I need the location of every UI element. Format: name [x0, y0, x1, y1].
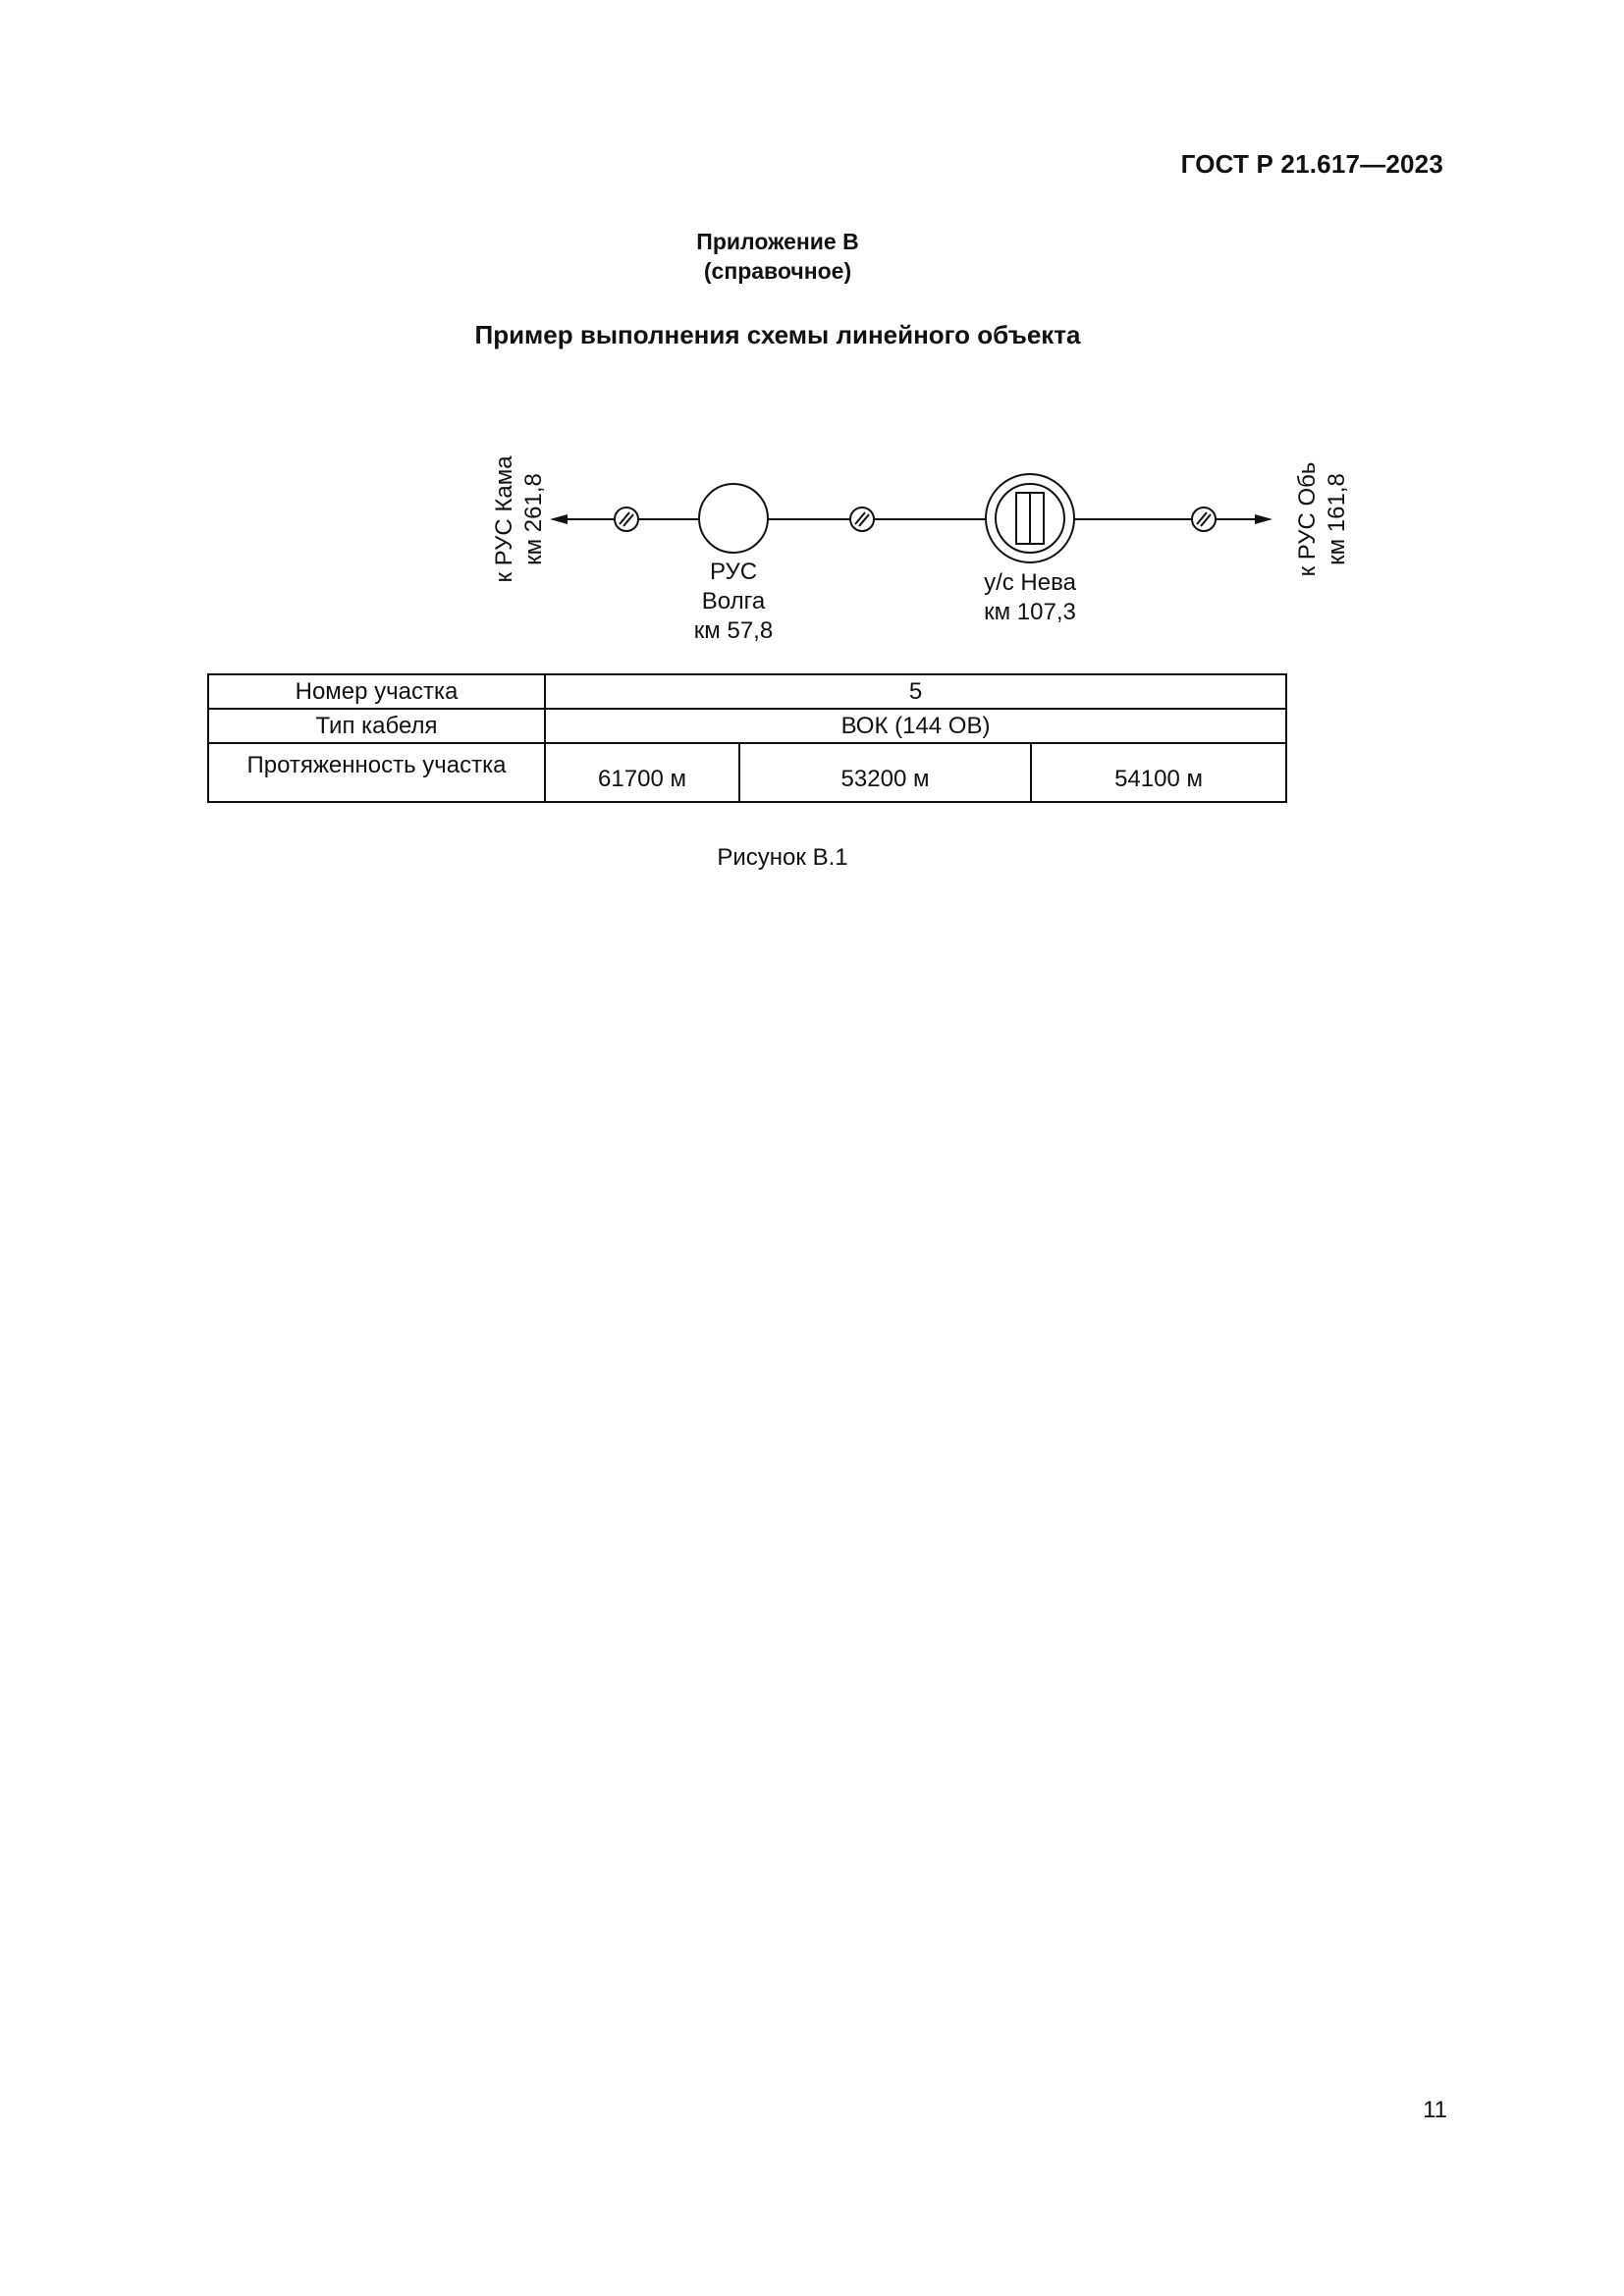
node-volga-label-3: км 57,8: [693, 617, 774, 644]
row-header-cable-type: Тип кабеля: [208, 709, 545, 743]
node-volga-label-1: РУС: [709, 559, 758, 585]
node-volga-icon: [699, 484, 768, 553]
node-neva-label-1: у/с Нева: [984, 569, 1076, 596]
cable-type-value: ВОК (144 ОВ): [545, 709, 1286, 743]
section-number-value: 5: [545, 674, 1286, 709]
figure-caption: Рисунок В.1: [717, 844, 848, 871]
annex-heading: Пример выполнения схемы линейного объекта: [474, 320, 1081, 349]
node-neva-icon: [986, 474, 1074, 562]
splice-icon: [615, 507, 638, 531]
left-end-label-1: к РУС Кама: [491, 455, 517, 583]
arrow-left-icon: [550, 514, 568, 524]
row-header-section-length: Протяженность участка: [208, 743, 545, 802]
table-row: [208, 743, 1286, 802]
left-end-label-2: км 261,8: [520, 473, 547, 565]
page-number: 11: [1423, 2097, 1447, 2123]
right-end-label-1: к РУС Обь: [1294, 461, 1321, 577]
section-table: [207, 673, 1287, 803]
linear-object-scheme: [0, 0, 1624, 687]
node-neva-label-2: км 107,3: [984, 599, 1076, 625]
splice-icon: [1192, 507, 1216, 531]
annex-title: Приложение В: [696, 229, 859, 254]
right-end-label-2: км 161,8: [1324, 473, 1350, 565]
table-row: [208, 674, 1286, 709]
splice-icon: [850, 507, 874, 531]
section-length-value: 53200 м: [739, 743, 1031, 802]
arrow-right-icon: [1255, 514, 1272, 524]
annex-type: (справочное): [703, 258, 852, 284]
section-length-value: 54100 м: [1031, 743, 1286, 802]
node-volga-label-2: Волга: [701, 588, 766, 614]
row-header-section-number: Номер участка: [208, 674, 545, 709]
section-length-value: 61700 м: [545, 743, 739, 802]
document-code: ГОСТ Р 21.617—2023: [1180, 149, 1443, 179]
table-row: [208, 709, 1286, 743]
